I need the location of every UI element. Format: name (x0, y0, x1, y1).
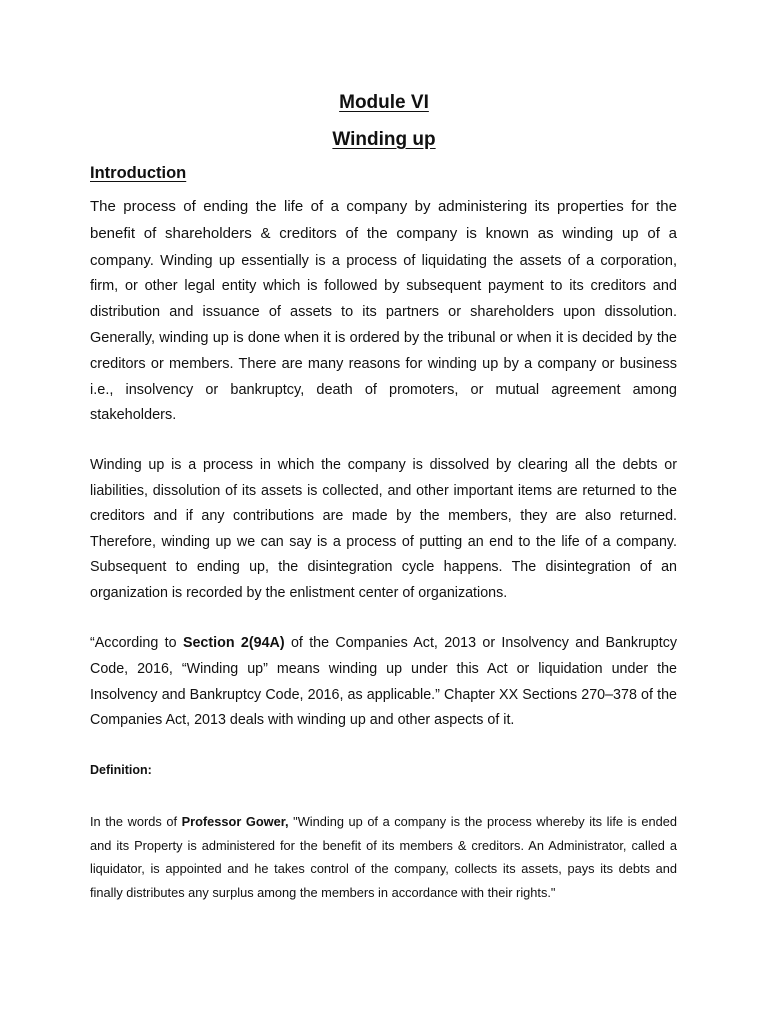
introduction-paragraph-3 (90, 631, 677, 734)
introduction-first-sentence: The process of ending the life of a company by administering its properties for the benefit of shareholders & creditors of the company is known as winding up of a company. (90, 198, 677, 269)
definition-label: Definition: (90, 763, 152, 777)
introduction-paragraph-2: Winding up is a process in which the company is dissolved by clearing all the debts or liabilities, dissolution of its assets is collected, and other important items are returned to the creditors and if any contributions are made by the members, they are also returned. Therefore, winding up we can say is a process of putting an end to the life of a company. Subsequent to ending up, the disintegration cycle happens. The disintegration of an organization is recorded by the enlistment center of organizations. (90, 457, 677, 601)
module-title: Module VI (339, 92, 429, 113)
section-title: Winding up (332, 129, 436, 150)
definition-author: Professor Gower, (181, 814, 289, 829)
definition-prefix: In the words of (90, 814, 182, 829)
definition-quote: "Winding up of a company is the process whereby its life is ended and its Property is administered for the benefit of its members & creditors. An Administrator, called a liquidator, is appointed and he takes control of the company, collects its assets, pays its debts and finally distributes any surplus among the members in accordance with their rights." (90, 814, 677, 900)
introduction-paragraph-1 (90, 194, 677, 429)
section-reference: Section 2(94A) (182, 635, 285, 651)
quote-body: of the Companies Act, 2013 or Insolvency and Bankruptcy Code, 2016, “Winding up” means winding up under this Act or liquidation under the Insolvency and Bankruptcy Code, 2016, as applicable.” Chapter XX Sections 270–378 of the Companies Act, 2013 deals with winding up and other aspects of it. (90, 635, 677, 729)
introduction-paragraph-1-rest: Winding up essentially is a process of liquidating the assets of a corporation, firm, or other legal entity which is followed by subsequent payment to its creditors and distribution and issuance of assets to its partners or shareholders upon dissolution. Generally, winding up is done when it is ordered by the tribunal or when it is decided by the creditors or members. There are many reasons for winding up by a company or business i.e., insolvency or bankruptcy, death of promoters, or mutual agreement among stakeholders. (90, 252, 677, 424)
definition-paragraph (90, 810, 677, 904)
quote-prefix: “According to (90, 635, 183, 651)
introduction-heading: Introduction (90, 164, 187, 182)
